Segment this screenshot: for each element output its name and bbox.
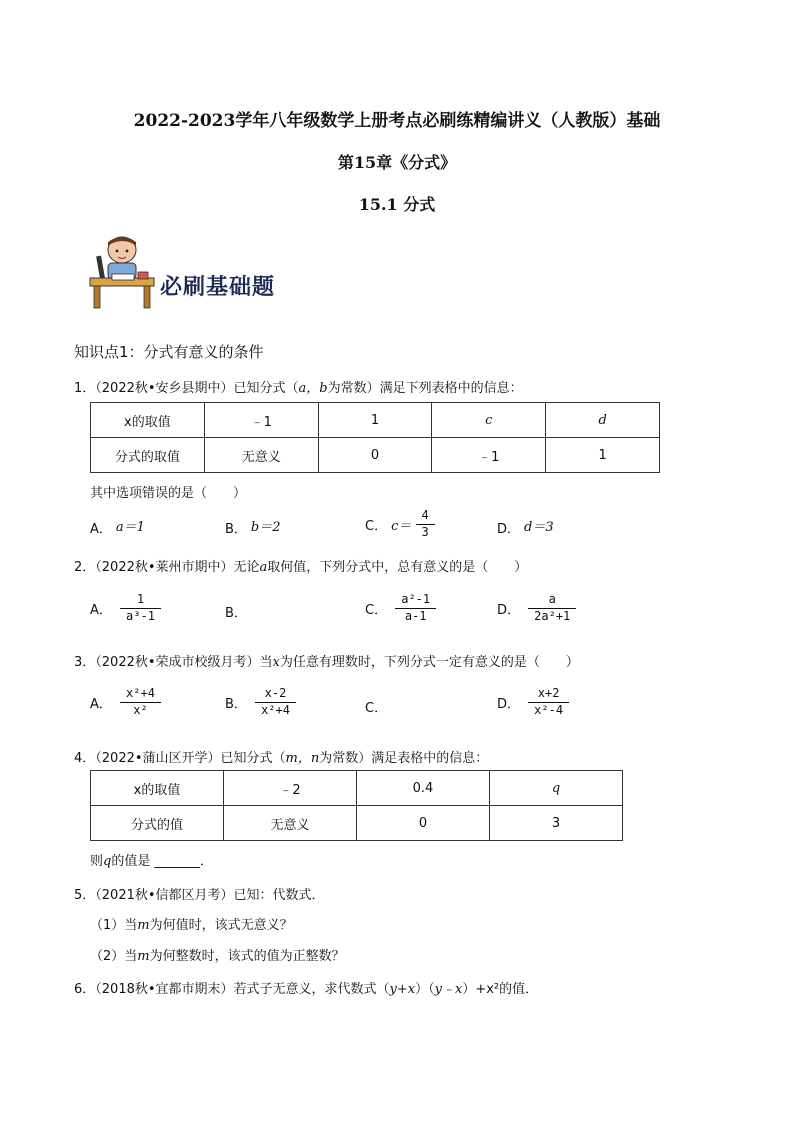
student-icon (84, 232, 164, 312)
document-title: 2022-2023学年八年级数学上册考点必刷练精编讲义（人教版）基础 (133, 111, 661, 131)
table-cell: 0 (318, 438, 432, 473)
table-cell: d (546, 403, 660, 438)
q1-option-d[interactable]: D． d＝3 (497, 520, 554, 537)
table-cell: 3 (490, 806, 623, 841)
question-1-stem: 1．（2022秋•安乡县期中）已知分式（a，b为常数）满足下列表格中的信息： (74, 381, 523, 396)
fraction: $\frac{\text{x²+4}}{\text{x²}}$ (120, 687, 161, 718)
fraction: $\frac{1}{\text{a³-1}}$ (120, 593, 161, 624)
table-cell: 无意义 (223, 806, 356, 841)
question-3-stem: 3．（2022秋•荣成市校级月考）当x为任意有理数时，下列分式一定有意义的是（ ） (74, 655, 579, 670)
chapter-title: 第15章《分式》 (337, 153, 457, 172)
question-4-table (90, 770, 623, 841)
question-1-prompt: 其中选项错误的是（ ） (90, 486, 247, 501)
table-cell: c (432, 403, 546, 438)
table-cell: 分式的取值 (91, 438, 205, 473)
q3-option-c[interactable]: C． (365, 701, 388, 716)
q1-option-c[interactable]: C． c＝ $\frac{4}{3}$ (365, 509, 435, 540)
fraction: $\frac{4}{3}$ (416, 509, 435, 540)
table-cell: 无意义 (204, 438, 318, 473)
fraction: $\frac{x-2}{\text{x²+4}}$ (255, 687, 296, 718)
banner-title: 必刷基础题 (160, 274, 276, 300)
table-cell: 分式的值 (91, 806, 224, 841)
table-cell: ﹣2 (223, 771, 356, 806)
question-4-prompt: 则q的值是 _______． (90, 854, 213, 869)
q3-option-b[interactable]: B． $\frac{x-2}{\text{x²+4}}$ (225, 687, 296, 718)
fraction: $\frac{x+2}{\text{x²-4}}$ (528, 687, 569, 718)
question-2-stem: 2．（2022秋•莱州市期中）无论a取何值，下列分式中，总有意义的是（ ） (74, 560, 528, 575)
question-4-stem: 4．（2022•蒲山区开学）已知分式（m，n为常数）满足表格中的信息： (74, 751, 489, 766)
q2-option-c[interactable]: C． $\frac{\text{a²-1}}{a-1}$ (365, 593, 436, 624)
knowledge-point-heading: 知识点1：分式有意义的条件 (74, 343, 264, 361)
q3-option-a[interactable]: A． $\frac{\text{x²+4}}{\text{x²}}$ (90, 687, 161, 718)
table-cell: x的取值 (91, 771, 224, 806)
fraction: $\frac{\text{a²-1}}{a-1}$ (395, 593, 436, 624)
q2-option-d[interactable]: D． $\frac{a}{\text{2a²+1}}$ (497, 593, 576, 624)
section-title: 15.1 分式 (358, 195, 436, 214)
table-cell: 0.4 (356, 771, 489, 806)
table-cell: ﹣1 (204, 403, 318, 438)
fraction: $\frac{a}{\text{2a²+1}}$ (528, 593, 576, 624)
table-cell: 0 (356, 806, 489, 841)
question-5-stem: 5．（2021秋•信都区月考）已知：代数式． (74, 888, 325, 903)
table-cell: q (490, 771, 623, 806)
question-5-part-2: （2）当m为何整数时，该式的值为正整数？ (90, 949, 345, 964)
table-cell: x的取值 (91, 403, 205, 438)
table-cell: 1 (318, 403, 432, 438)
q2-option-a[interactable]: A． $\frac{1}{\text{a³-1}}$ (90, 593, 161, 624)
q1-option-b[interactable]: B． b＝2 (225, 520, 281, 537)
q3-option-d[interactable]: D． $\frac{x+2}{\text{x²-4}}$ (497, 687, 569, 718)
q2-option-b[interactable]: B． (225, 606, 247, 621)
student-desk-illustration (84, 232, 164, 312)
question-1-table (90, 402, 660, 473)
q1-option-a[interactable]: A． a＝1 (90, 520, 145, 537)
question-6-stem: 6．（2018秋•宜都市期末）若式子无意义，求代数式（y+x）（y﹣x）+x²的值． (74, 982, 539, 997)
table-cell: ﹣1 (432, 438, 546, 473)
question-5-part-1: （1）当m为何值时，该式无意义？ (90, 918, 293, 933)
table-cell: 1 (546, 438, 660, 473)
